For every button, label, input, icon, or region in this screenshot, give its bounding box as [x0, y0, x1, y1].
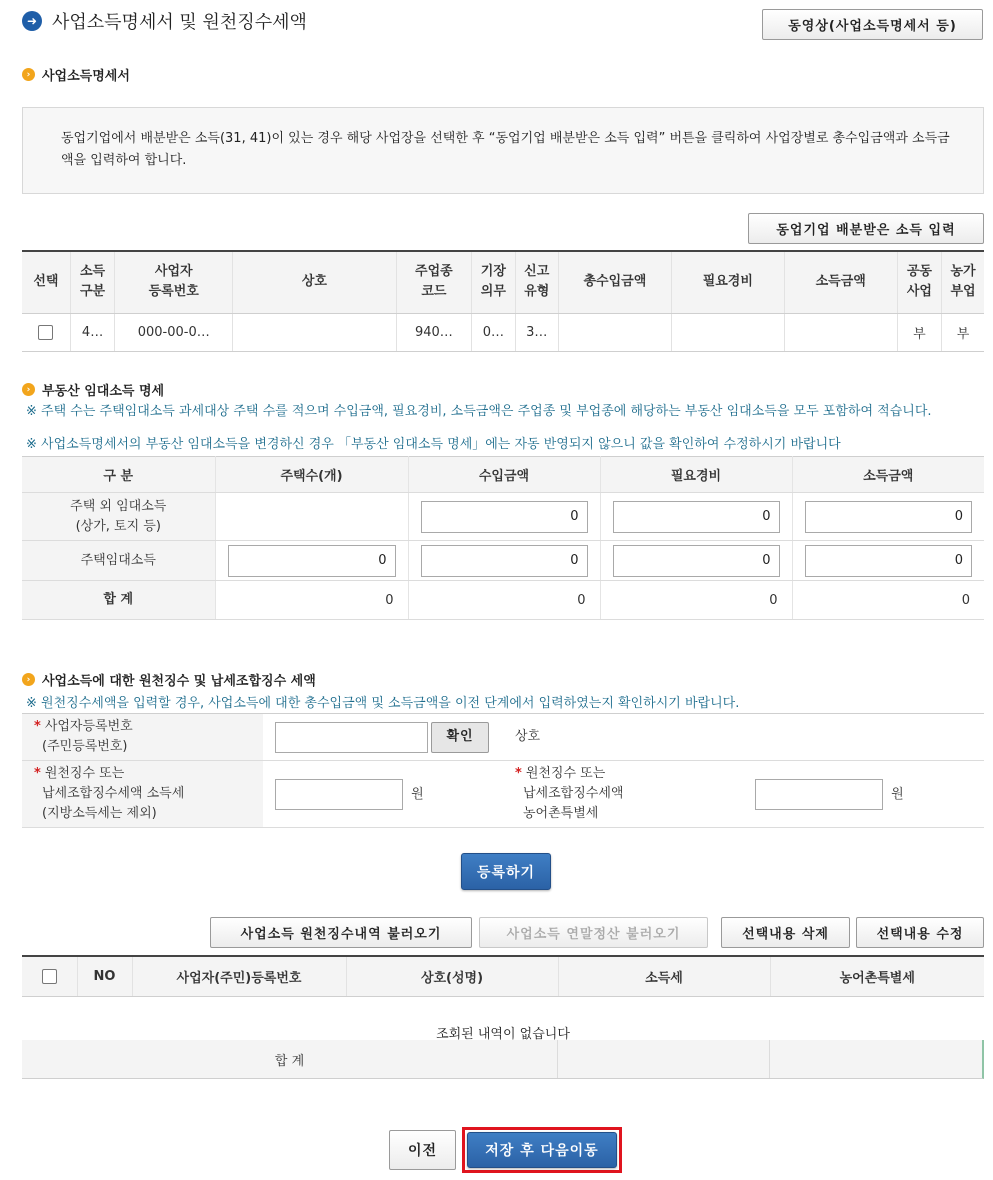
notice-text: 동업기업에서 배분받은 소득(31, 41)이 있는 경우 해당 사업장을 선택한 후 “동업기업 배분받은 소득 입력” 버튼을 클릭하여 사업장별로 총수입금액과 소득금액을 입력하여 합니다.	[61, 131, 950, 168]
reg-no-input[interactable]	[275, 722, 428, 753]
rural-tax-label: * 원천징수 또는 납세조합징수세액 농어촌특별세	[503, 761, 743, 828]
nonhousing-income-input[interactable]: 0	[805, 501, 973, 533]
col-joint: 공동 사업	[897, 251, 941, 313]
prev-button[interactable]: 이전	[389, 1130, 456, 1170]
col-revenue: 총수입금액	[558, 251, 671, 313]
col-farm: 농가 부업	[942, 251, 984, 313]
chevron-right-icon: ›	[22, 673, 35, 686]
rural-tax-input[interactable]	[755, 779, 883, 810]
load-yearend-button[interactable]: 사업소득 연말정산 불러오기	[479, 917, 708, 948]
col-revenue: 수입금액	[408, 457, 600, 493]
section-withholding-header: › 사업소득에 대한 원천징수 및 납세조합징수 세액	[22, 670, 316, 689]
total-income-tax	[557, 1040, 769, 1078]
col-category: 구 분	[22, 457, 215, 493]
table-row: 주택 외 임대소득 (상가, 토지 등) 0 0 0	[22, 493, 984, 541]
load-withholding-button[interactable]: 사업소득 원천징수내역 불러오기	[210, 917, 472, 948]
rental-note-1: ※ 주택 수는 주택임대소득 과세대상 주택 수를 적으며 수입금액, 필요경비, 소득금액은 주업종 및 부업종에 해당하는 부동산 임대소득을 모두 포함하여 적습니다.	[26, 404, 932, 419]
total-rural-tax	[769, 1040, 982, 1078]
list-total-row: 합 계	[22, 1040, 984, 1079]
housing-income-input[interactable]: 0	[805, 545, 973, 577]
col-name: 상호	[233, 251, 396, 313]
chevron-right-icon: ›	[22, 68, 35, 81]
select-all-checkbox[interactable]	[42, 969, 57, 984]
confirm-button[interactable]: 확인	[431, 722, 489, 753]
col-expense: 필요경비	[671, 251, 784, 313]
col-rural-tax: 농어촌특별세	[770, 956, 984, 996]
col-select: 선택	[22, 251, 70, 313]
delete-selected-button[interactable]: 선택내용 삭제	[721, 917, 850, 948]
video-guide-button[interactable]: 동영상(사업소득명세서 등)	[762, 9, 983, 40]
company-name-label: 상호	[503, 714, 743, 761]
col-income: 소득금액	[792, 457, 984, 493]
register-button[interactable]: 등록하기	[461, 853, 551, 890]
rental-note-2: ※ 사업소득명세서의 부동산 임대소득을 변경하신 경우 「부동산 임대소득 명세」에는 자동 반영되지 않으니 값을 확인하여 수정하시기 바랍니다	[26, 437, 841, 452]
col-no: NO	[77, 956, 132, 996]
notice-box	[22, 107, 984, 194]
section-rental-header: › 부동산 임대소득 명세	[22, 380, 164, 399]
income-tax-label: * 원천징수 또는 납세조합징수세액 소득세 (지방소득세는 제외)	[22, 761, 263, 828]
business-income-table	[22, 250, 984, 352]
col-reg-no: 사업자(주민)등록번호	[132, 956, 346, 996]
withholding-note: ※ 원천징수세액을 입력할 경우, 사업소득에 대한 총수입금액 및 소득금액을 이전 단계에서 입력하였는지 확인하시기 바랍니다.	[26, 696, 740, 711]
col-expense: 필요경비	[600, 457, 792, 493]
company-name-value	[743, 714, 984, 761]
reg-no-label: * 사업자등록번호 (주민등록번호)	[22, 714, 263, 761]
income-tax-input[interactable]	[275, 779, 403, 810]
chevron-right-icon: ›	[22, 383, 35, 396]
empty-message: 조회된 내역이 없습니다	[436, 1027, 570, 1040]
table-row: 4… 000-00-0… 940… 0… 3… 부 부	[22, 313, 984, 351]
housing-count-input[interactable]: 0	[228, 545, 396, 577]
col-income-tax: 소득세	[558, 956, 770, 996]
housing-expense-input[interactable]: 0	[613, 545, 780, 577]
arrow-right-icon: ➜	[22, 11, 42, 31]
section-business-income-header: › 사업소득명세서	[22, 65, 130, 84]
col-income-type: 소득 구분	[70, 251, 114, 313]
col-name: 상호(성명)	[346, 956, 558, 996]
table-row: 주택임대소득 0 0 0 0	[22, 541, 984, 581]
save-next-button[interactable]: 저장 후 다음이동	[467, 1132, 617, 1168]
withholding-list-table	[22, 955, 984, 997]
partner-income-input-button[interactable]: 동업기업 배분받은 소득 입력	[748, 213, 984, 244]
page-title: ➜ 사업소득명세서 및 원천징수세액	[22, 8, 307, 34]
table-row-total: 합 계 0 0 0 0	[22, 581, 984, 620]
col-industry-code: 주업종 코드	[396, 251, 472, 313]
col-income: 소득금액	[784, 251, 897, 313]
row-select-checkbox[interactable]	[38, 325, 53, 340]
col-report-type: 신고 유형	[515, 251, 558, 313]
housing-revenue-input[interactable]: 0	[421, 545, 588, 577]
col-reg-no: 사업자 등록번호	[115, 251, 233, 313]
nonhousing-revenue-input[interactable]: 0	[421, 501, 588, 533]
rental-table	[22, 456, 984, 620]
col-select-all	[22, 956, 77, 996]
nonhousing-expense-input[interactable]: 0	[613, 501, 780, 533]
withholding-form: * 사업자등록번호 (주민등록번호) 확인 상호 * 원천징수 또는 납세조합징수세액 소득세 (지방소득세는 제외) 원 * 원천징수 또는 납세조합징수세액 농어촌특별세 원	[22, 713, 984, 828]
col-house-count: 주택수(개)	[215, 457, 408, 493]
col-bookkeeping: 기장 의무	[472, 251, 515, 313]
edit-selected-button[interactable]: 선택내용 수정	[856, 917, 984, 948]
